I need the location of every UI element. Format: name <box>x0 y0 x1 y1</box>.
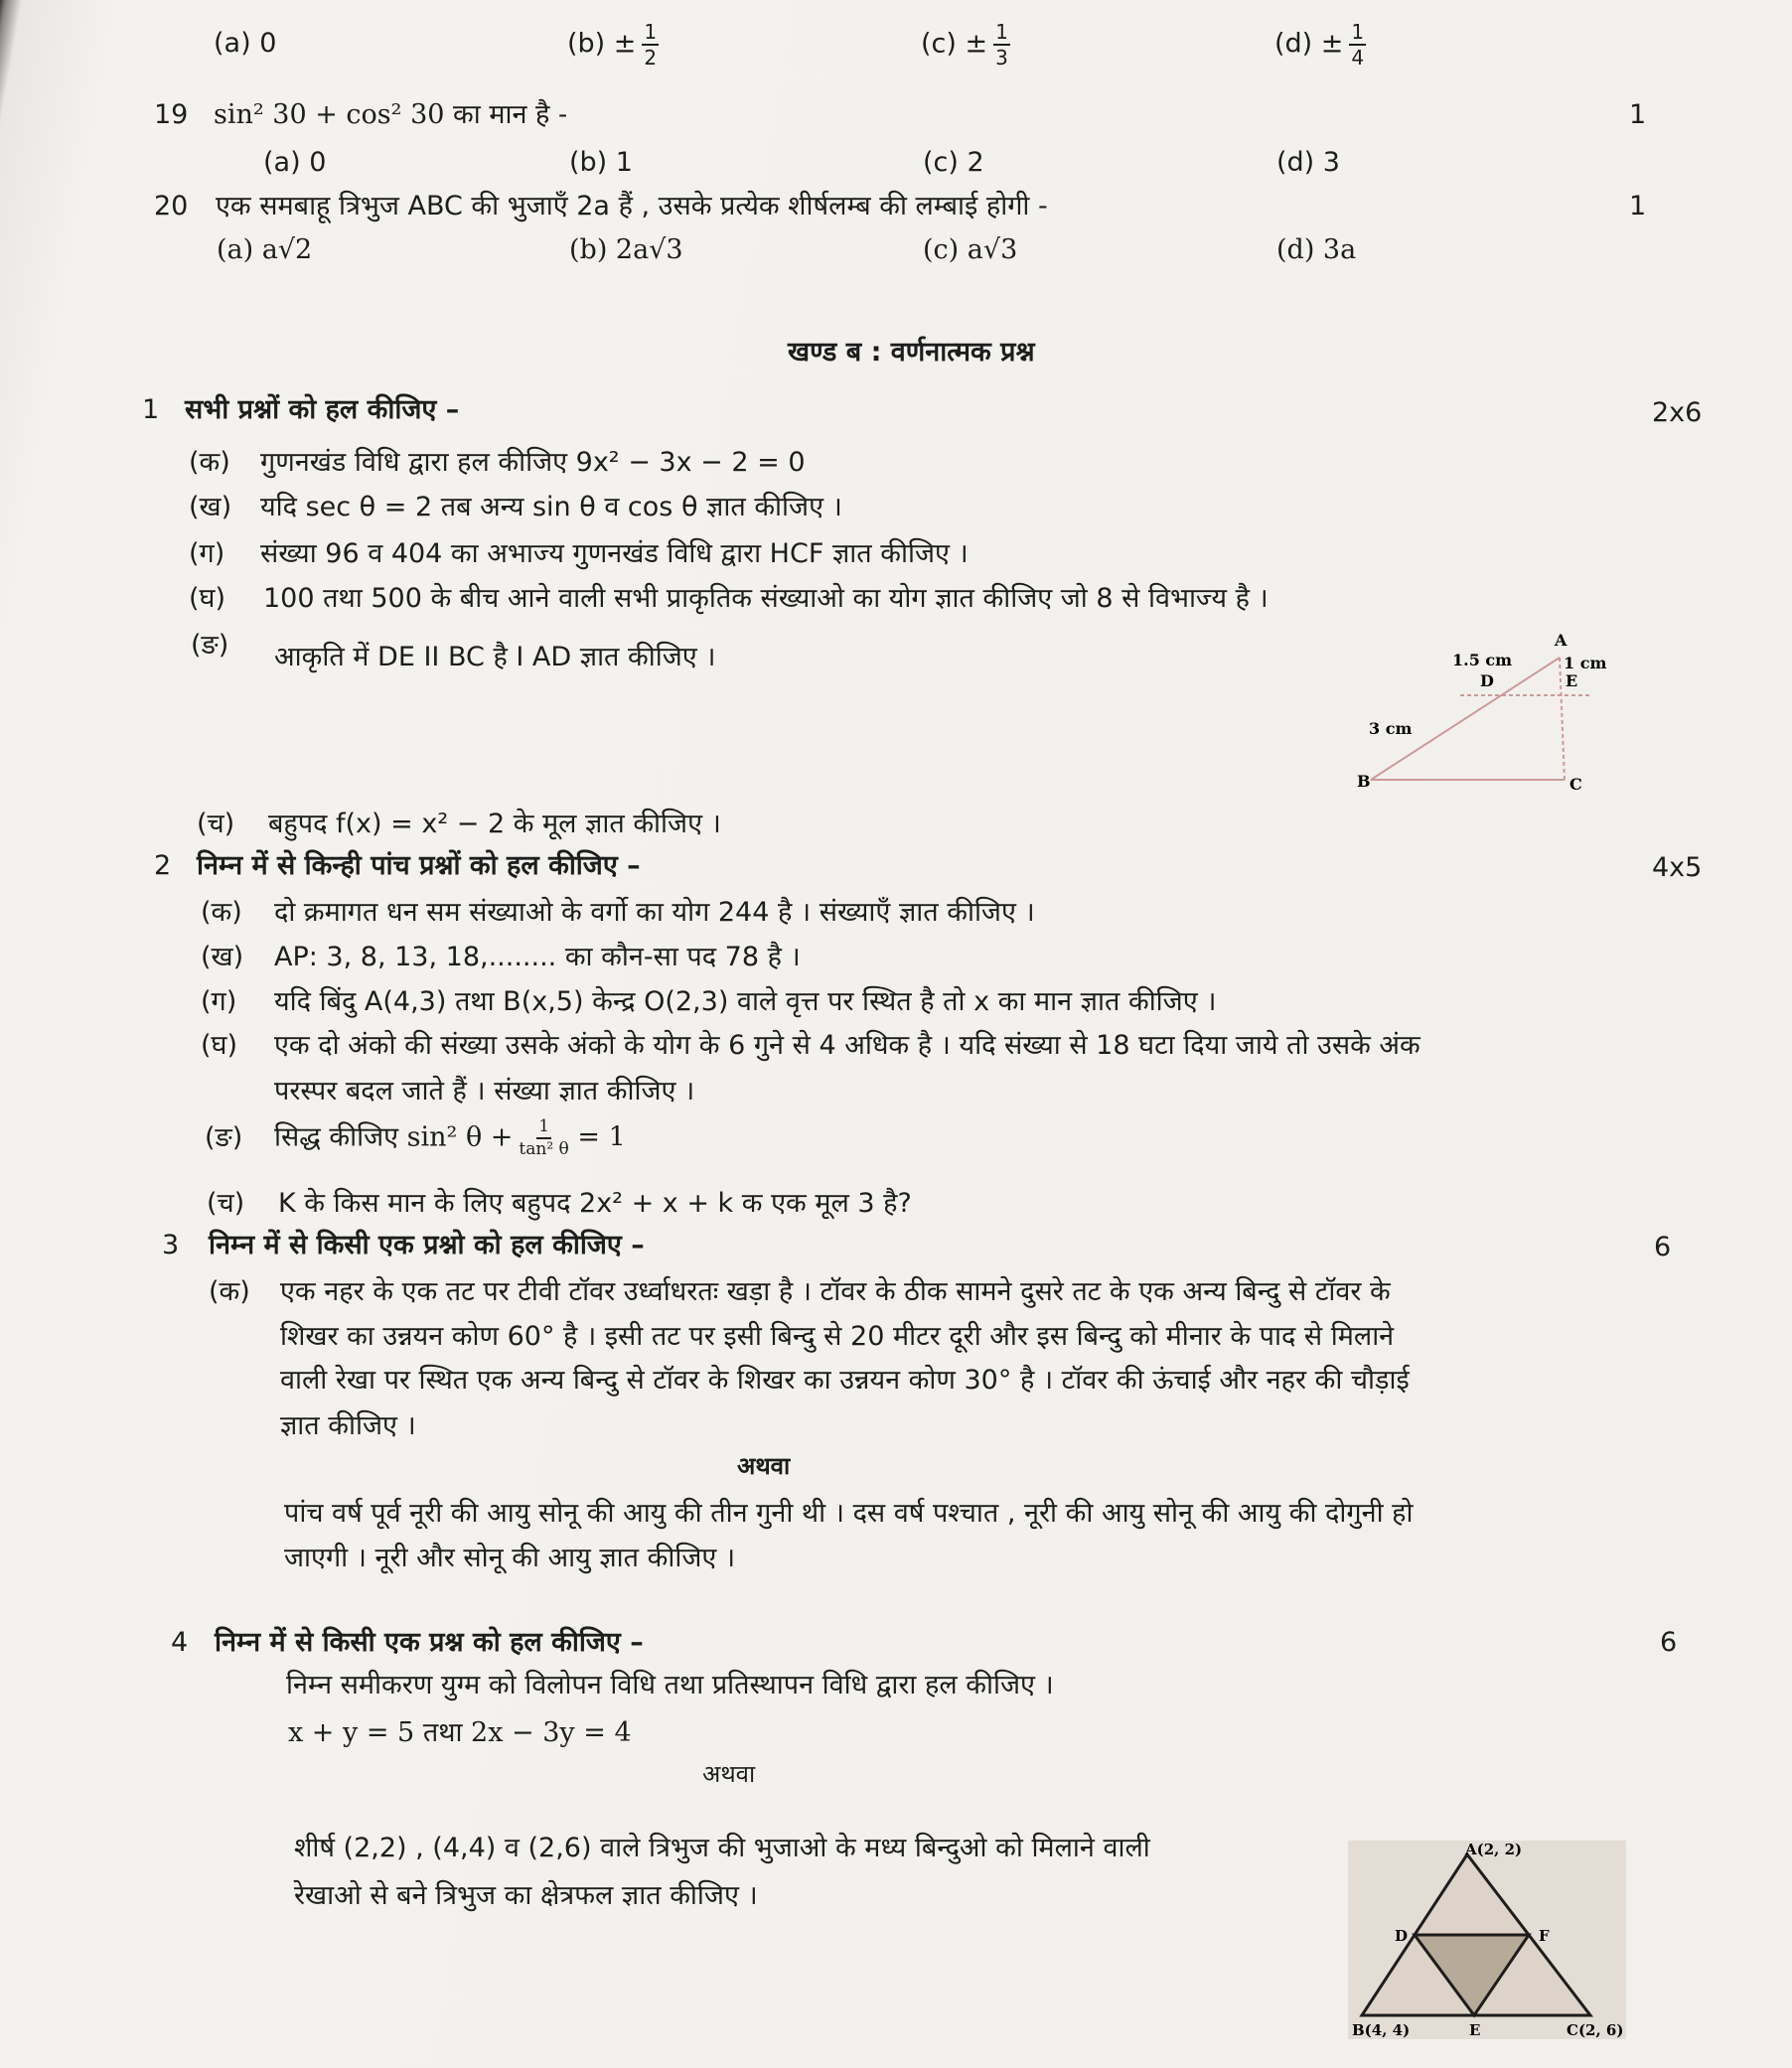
q3-alt-line: पांच वर्ष पूर्व नूरी की आयु सोनू की आयु की तीन गुनी थी । दस वर्ष पश्चात , नूरी की आयु सोनू की आयु की दोगुनी हो <box>284 1498 1414 1529</box>
q2-item-label: (घ) <box>201 1030 238 1061</box>
q4-equation: x + y = 5 तथा 2x − 3y = 4 <box>288 1717 632 1748</box>
label-d: D <box>1480 671 1494 690</box>
q20-option-b: (b) 2a√3 <box>569 234 683 265</box>
q2-item-text <box>274 1118 626 1158</box>
q1-item-label: (ग) <box>189 538 225 569</box>
fraction <box>642 22 659 68</box>
q19-option-b: (b) 1 <box>569 147 633 178</box>
q19-marks: 1 <box>1629 99 1647 130</box>
q4-marks: 6 <box>1660 1627 1678 1658</box>
label-ad-length: 1.5 cm <box>1452 651 1513 669</box>
q4-alt-line: शीर्ष (2,2) , (4,4) व (2,6) वाले त्रिभुज की भुजाओ के मध्य बिन्दुओ को मिलाने वाली <box>294 1833 1150 1863</box>
q2-item-label: (च) <box>207 1188 245 1219</box>
q3-line: शिखर का उन्नयन कोण 60° है । इसी तट पर इसी बिन्दु से 20 मीटर दूरी और इस बिन्दु को मीनार के पाद से मिलाने <box>280 1321 1395 1352</box>
q2-number: 2 <box>154 850 172 881</box>
label-db-length: 3 cm <box>1369 719 1413 738</box>
q4-line: निम्न समीकरण युग्म को विलोपन विधि तथा प्रतिस्थापन विधि द्वारा हल कीजिए । <box>286 1670 1054 1700</box>
q1-marks: 2x6 <box>1652 397 1703 428</box>
q19-option-c: (c) 2 <box>923 147 984 178</box>
q1-item-text: आकृति में DE II BC है I AD ज्ञात कीजिए । <box>274 642 716 672</box>
fraction <box>1349 22 1366 68</box>
q2-item-text-continued: परस्पर बदल जाते हैं । संख्या ज्ञात कीजिए । <box>274 1076 695 1107</box>
denominator: 2 <box>644 46 658 70</box>
q19-number: 19 <box>154 99 189 130</box>
q2-item-label: (ख) <box>201 942 244 972</box>
q1-item-text: गुणनखंड विधि द्वारा हल कीजिए 9x² − 3x − 2 = 0 <box>260 447 806 478</box>
q1-title: सभी प्रश्नों को हल कीजिए – <box>185 394 460 425</box>
option-label: (c) ± <box>921 28 988 60</box>
denominator: 3 <box>995 46 1008 70</box>
q4-number: 4 <box>171 1627 189 1658</box>
q1-item-label: (क) <box>189 447 230 478</box>
q20-option-d: (d) 3a <box>1276 234 1357 265</box>
q18-option-c <box>921 22 1010 68</box>
q1-item-text: यदि sec θ = 2 तब अन्य sin θ व cos θ ज्ञात कीजिए । <box>260 492 842 522</box>
q2-item-text: एक दो अंको की संख्या उसके अंको के योग के 6 गुने से 4 अधिक है । यदि संख्या से 18 घटा दिया जाये तो उसके अंक <box>274 1030 1420 1061</box>
q2-item-label: (ग) <box>201 986 237 1017</box>
q3-number: 3 <box>162 1230 180 1260</box>
q1-item-text: संख्या 96 व 404 का अभाज्य गुणनखंड विधि द्वारा HCF ज्ञात कीजिए । <box>260 538 969 569</box>
fraction <box>993 22 1010 68</box>
q1-item-label: (घ) <box>189 583 226 614</box>
numerator: 1 <box>995 20 1008 44</box>
numerator: 1 <box>644 20 658 44</box>
q3-line: ज्ञात कीजिए । <box>280 1410 416 1441</box>
side-ac <box>1560 658 1565 780</box>
q18-option-b <box>567 22 659 68</box>
label-c: C <box>1569 775 1582 794</box>
q1-item-text: बहुपद f(x) = x² − 2 के मूल ज्ञात कीजिए । <box>268 809 721 839</box>
q3-line: एक नहर के एक तट पर टीवी टॉवर उर्ध्वाधरतः खड़ा है । टॉवर के ठीक सामने दुसरे तट के एक अन्य बिन्दु से टॉवर के <box>280 1276 1391 1307</box>
q1-item-label: (च) <box>197 809 235 839</box>
label-c: C(2, 6) <box>1567 2021 1624 2039</box>
q3-line: वाली रेखा पर स्थित एक अन्य बिन्दु से टॉवर के शिखर का उन्नयन कोण 30° है । टॉवर की ऊंचाई और नहर की चौड़ाई <box>280 1365 1410 1396</box>
q2-item-text: K के किस मान के लिए बहुपद 2x² + x + k क एक मूल 3 है? <box>278 1188 912 1219</box>
triangle-figure-de-parallel-bc <box>1351 626 1629 795</box>
q1-item-label: (ख) <box>189 492 232 522</box>
q20-number: 20 <box>154 191 189 222</box>
label-a: A <box>1555 631 1568 650</box>
label-f: F <box>1539 1927 1550 1945</box>
label-b: B(4, 4) <box>1352 2021 1411 2039</box>
numerator: 1 <box>1351 20 1365 44</box>
label-e: E <box>1469 2021 1481 2039</box>
q20-marks: 1 <box>1629 191 1647 222</box>
q2-marks: 4x5 <box>1652 852 1703 883</box>
q20-text: एक समबाहू त्रिभुज ABC की भुजाएँ 2a हैं , उसके प्रत्येक शीर्षलम्ब की लम्बाई होगी - <box>216 191 1048 222</box>
option-label: (d) ± <box>1274 28 1344 60</box>
identity-right: = 1 <box>577 1121 626 1153</box>
q2-title: निम्न में से किन्ही पांच प्रश्नों को हल कीजिए – <box>197 850 641 881</box>
label-b: B <box>1357 772 1371 791</box>
q3-title: निम्न में से किसी एक प्रश्नो को हल कीजिए – <box>209 1230 645 1260</box>
q1-item-label: (ङ) <box>191 630 229 661</box>
q1-item-text: 100 तथा 500 के बीच आने वाली सभी प्राकृतिक संख्याओ का योग ज्ञात कीजिए जो 8 से विभाज्य है । <box>263 583 1269 614</box>
label-ae-length: 1 cm <box>1564 654 1607 672</box>
q19-text: sin² 30 + cos² 30 का मान है - <box>214 99 568 130</box>
q3-alt-line: जाएगी । नूरी और सोनू की आयु ज्ञात कीजिए । <box>284 1543 736 1573</box>
q4-title: निम्न में से किसी एक प्रश्न को हल कीजिए – <box>215 1627 644 1658</box>
label-e: E <box>1566 671 1578 690</box>
numerator: 1 <box>536 1118 551 1139</box>
fraction <box>519 1118 568 1158</box>
q4-or: अथवा <box>702 1760 756 1788</box>
q19-option-d: (d) 3 <box>1276 147 1340 178</box>
q2-item-label: (क) <box>201 897 242 928</box>
q18-option-a: (a) 0 <box>214 28 277 59</box>
q20-option-c: (c) a√3 <box>923 234 1018 265</box>
label-d: D <box>1395 1927 1409 1945</box>
q18-option-d <box>1274 22 1366 68</box>
q20-option-a: (a) a√2 <box>217 234 313 265</box>
q4-alt-line: रेखाओ से बने त्रिभुज का क्षेत्रफल ज्ञात कीजिए । <box>294 1880 758 1911</box>
denominator: tan² θ <box>519 1139 569 1159</box>
q2-item-text: AP: 3, 8, 13, 18,........ का कौन-सा पद 78 है । <box>274 942 801 972</box>
section-title: खण्ड ब : वर्णनात्मक प्रश्न <box>788 337 1035 368</box>
identity-left: सिद्ध कीजिए sin² θ + <box>274 1121 514 1153</box>
q3-item-label: (क) <box>209 1276 250 1307</box>
q3-or: अथवा <box>737 1452 791 1480</box>
option-label: (b) ± <box>567 28 637 60</box>
midpoint-triangle-figure <box>1348 1841 1626 2039</box>
q1-number: 1 <box>142 394 160 425</box>
q19-option-a: (a) 0 <box>263 147 327 178</box>
q2-item-text: दो क्रमागत धन सम संख्याओ के वर्गो का योग 244 है । संख्याएँ ज्ञात कीजिए । <box>274 897 1035 928</box>
q2-item-label: (ङ) <box>205 1122 243 1153</box>
label-a: A(2, 2) <box>1465 1841 1523 1858</box>
q3-marks: 6 <box>1654 1232 1672 1262</box>
q2-item-text: यदि बिंदु A(4,3) तथा B(x,5) केन्द्र O(2,3) वाले वृत्त पर स्थित है तो x का मान ज्ञात कीजिए । <box>274 986 1217 1017</box>
denominator: 4 <box>1351 46 1365 70</box>
